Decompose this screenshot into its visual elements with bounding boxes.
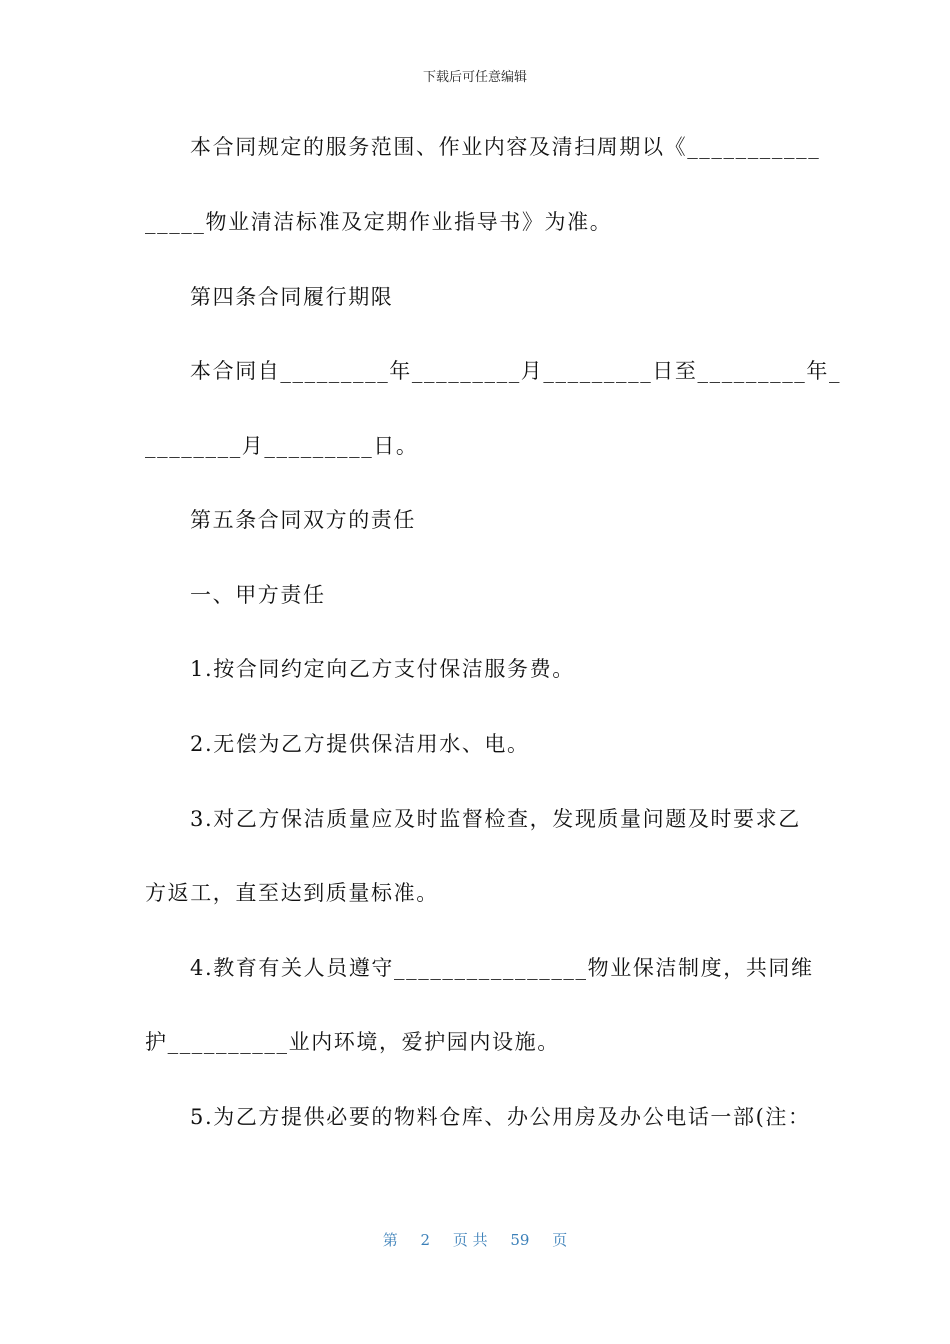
page-header: 下载后可任意编辑 (422, 70, 527, 85)
page-footer (0, 1229, 950, 1250)
section-heading: 第五条合同双方的责任 (190, 508, 416, 532)
subsection-heading: 一、甲方责任 (190, 583, 326, 607)
section-heading: 第四条合同履行期限 (190, 285, 394, 309)
list-item: 1.按合同约定向乙方支付保洁服务费。 (190, 657, 575, 681)
list-item: 2.无偿为乙方提供保洁用水、电。 (190, 732, 530, 756)
list-item: 4.教育有关人员遵守________________物业保洁制度，共同维 (190, 956, 814, 980)
total-page-count: 59 (510, 1231, 530, 1249)
footer-middle: 页 共 (452, 1231, 488, 1249)
list-item-continuation: 方返工，直至达到质量标准。 (145, 881, 439, 905)
list-item-continuation: 护__________业内环境，爱护园内设施。 (145, 1030, 560, 1054)
footer-prefix: 第 (382, 1231, 398, 1249)
list-item: 3.对乙方保洁质量应及时监督检查，发现质量问题及时要求乙 (190, 807, 801, 831)
current-page-number: 2 (420, 1231, 431, 1249)
paragraph-line: 本合同自_________年_________月_________日至_________年_ (190, 359, 842, 383)
paragraph-line: ________月_________日。 (145, 434, 419, 458)
paragraph-line: _____物业清洁标准及定期作业指导书》为准。 (145, 210, 613, 234)
paragraph-line: 本合同规定的服务范围、作业内容及清扫周期以《___________ (190, 135, 821, 159)
list-item: 5.为乙方提供必要的物料仓库、办公用房及办公电话一部(注： (190, 1105, 811, 1129)
footer-suffix: 页 (552, 1231, 568, 1249)
